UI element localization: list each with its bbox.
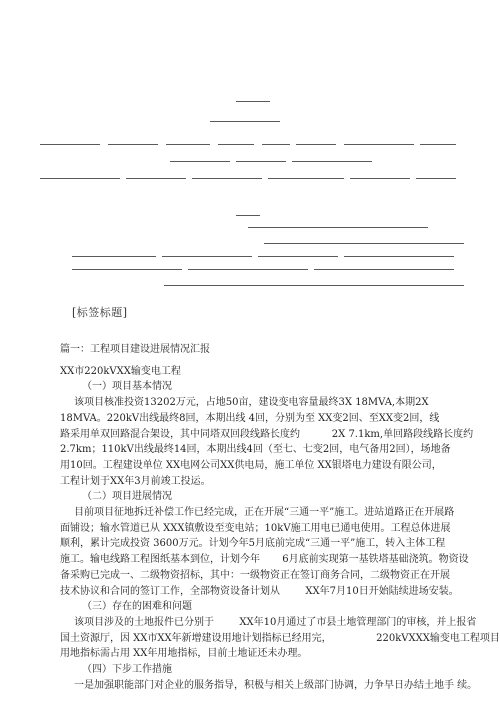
micro-text-row-8 [0,242,500,245]
paragraph-line: 工程计划于XX年3月前竣工投运。 [60,475,211,487]
paragraph-line: 技术协议和合同的签订工作，全部物资设备计划从 XX年7月10日开始陆续进场安装。 [60,585,459,597]
paragraph-line: 国土资源厅，因 XX市XX年新增建设用地计划指标已经用完， 220kVXXX输变电工程项目 [60,632,500,644]
micro-text-row-7 [0,226,500,229]
section-heading-problems: （三）存在的困难和问题 [82,601,192,613]
micro-text-row-2 [0,120,500,123]
paragraph-line: 一是加强职能部门对企业的服务指导，积极与相关上级部门协调，力争早日办结土地手 续。 [74,679,478,691]
section-heading-progress: （二）项目进展情况 [82,491,172,503]
tag-title: [标签标题] [72,306,128,319]
micro-text-row-10 [0,268,500,271]
section-heading-basic-info: （一）项目基本情况 [82,381,172,393]
section-heading-next-steps: （四）下步工作措施 [82,664,172,676]
micro-text-row-1 [0,100,500,103]
paragraph-line: 施工。输电线路工程图纸基本到位，计划今年 6月底前实现第一基铁塔基础浇筑。物资设 [60,554,469,566]
paragraph-line: 该项目核准投资13202万元，占地50亩，建设变电容量最终3X 18MVA,本期2X [74,397,429,409]
paragraph-line: 目前项目征地拆迁补偿工作已经完成，正在开展“三通一平”施工。进站道路正在开展路 [74,507,455,519]
paragraph-line: 路采用单双回路混合架设，其中同塔双回段线路长度约 2X 7.1km,单回路段线路长度约 [60,428,474,440]
paragraph-line: 用地指标需占用 XX年用地指标，目前土地证还未办理。 [60,648,308,660]
micro-text-row-11 [0,284,500,287]
paragraph-line: 该项目涉及的土地报件已分别于 XX年10月通过了市县土地管理部门的审核，并上报省 [74,616,477,628]
micro-text-row-6 [0,214,500,217]
micro-text-row-3 [0,143,500,146]
paragraph-line: 2.7km；110kV出线最终14回，本期出线4回（至七、七变2回，电气备用2回），场地备 [60,444,451,456]
paragraph-line: 顺利，累计完成投资 3600万元。计划今年5月底前完成“三通一平”施工，转入主体工程 [60,538,446,550]
paragraph-line: 备采购已完成一、二级物资招标，其中：一级物资正在签订商务合同，二级物资正在开展 [60,569,450,581]
article-title: 篇一：工程项目建设进展情况汇报 [60,344,210,355]
paragraph-line: 用10回。工程建设单位 XX电网公司XX供电局，施工单位 XX银塔电力建设有限公司， [60,459,442,471]
micro-text-row-5 [0,177,500,180]
micro-text-row-4 [0,160,500,163]
project-name: XX市220kVXX输变电工程 [60,365,181,377]
paragraph-line: 面铺设；输水管道已从 XXX镇敷设至变电站；10kV施工用电已通电使用。工程总体进展 [60,522,451,534]
micro-text-row-9 [0,255,500,258]
article-body [60,342,500,693]
paragraph-line: 18MVA。220kV出线最终8回，本期出线 4回，分别为至 XX变2回、至XX变2回，线 [60,412,440,424]
